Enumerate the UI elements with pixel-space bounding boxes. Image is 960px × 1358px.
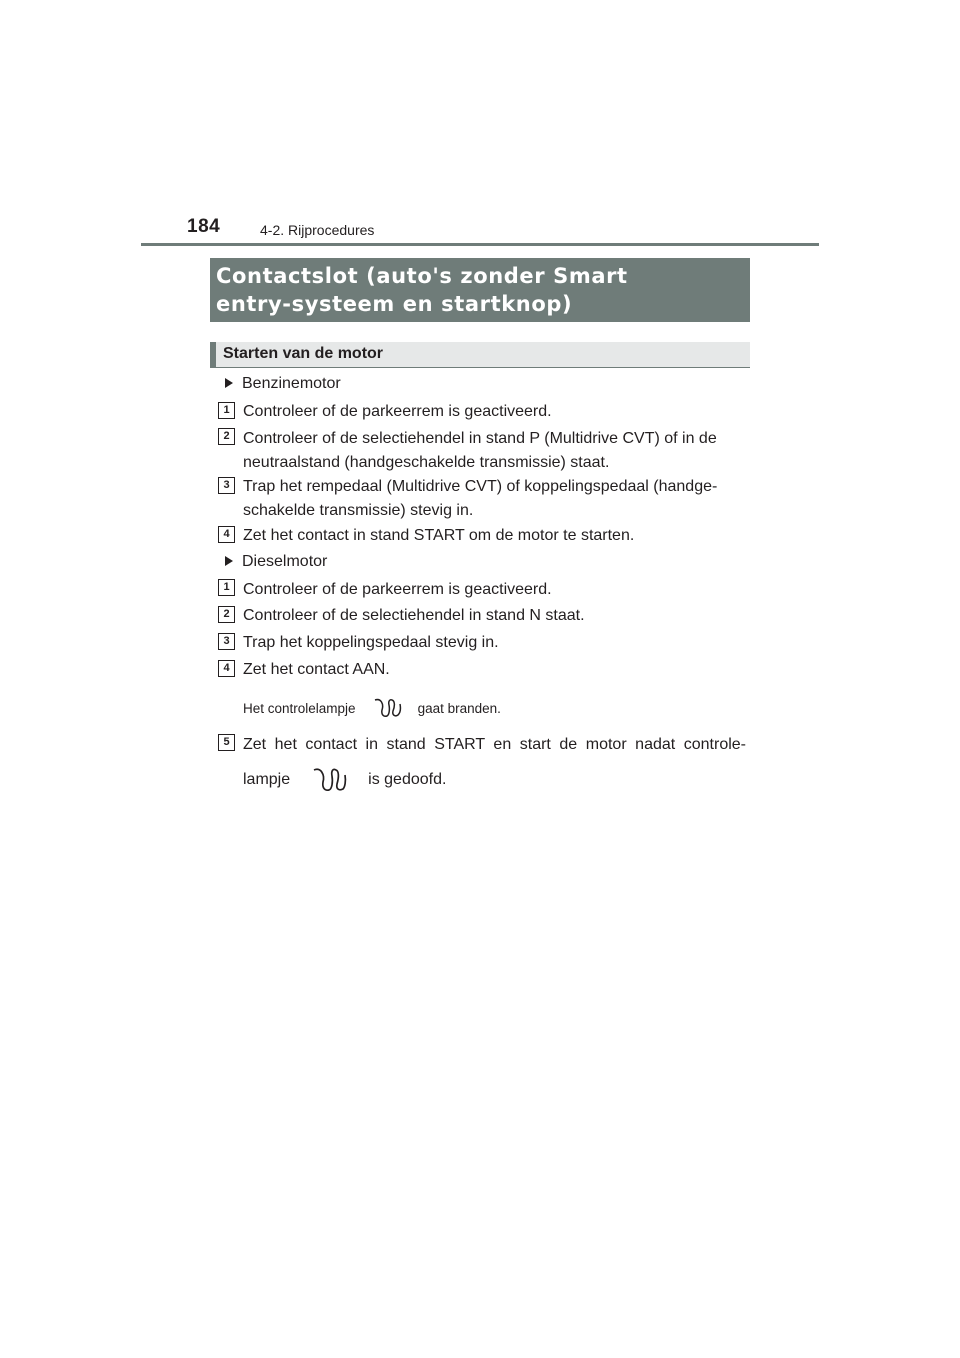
glow-plug-indicator-icon (370, 697, 404, 719)
step-number-badge: 4 (218, 660, 235, 677)
bullet-label: Dieselmotor (242, 553, 328, 570)
step-text: Controleer of de selectiehendel in stand P (Multidrive CVT) of in de neutraalstand (handgeschakelde transmissie) staat. (243, 430, 717, 471)
note-text-after: gaat branden. (417, 700, 501, 716)
step-text: Zet het contact AAN. (243, 661, 390, 678)
step-number-badge: 3 (218, 477, 235, 494)
subheading: Starten van de motor (210, 342, 750, 368)
step-text-before-icon: lampje (243, 771, 291, 788)
note-text-before: Het controlelampje (243, 700, 356, 716)
section-title-line-1: Contactslot (auto's zonder Smart (216, 264, 628, 288)
bullet-label: Benzinemotor (242, 375, 341, 392)
step-text-line-1: Zet het contact in stand START en start de motor nadat controle- (243, 736, 746, 753)
section-label: 4-2. Rijprocedures (260, 222, 375, 238)
bullet-petrol (225, 375, 341, 395)
step-number-badge: 2 (218, 606, 235, 623)
step-text: Controleer of de selectiehendel in stand N staat. (243, 607, 585, 624)
step-text: Controleer of de parkeerrem is geactiveerd. (243, 581, 552, 598)
step-text-after-icon: is gedoofd. (368, 771, 447, 788)
step-number-badge: 5 (218, 734, 235, 751)
step-number-badge: 4 (218, 526, 235, 543)
step-text-final (243, 733, 746, 795)
step-text: Controleer of de parkeerrem is geactiveerd. (243, 403, 552, 420)
page-number: 184 (187, 216, 221, 237)
step-text: Trap het rempedaal (Multidrive CVT) of koppelingspedaal (handge- schakelde transmissie) stevig in. (243, 478, 718, 519)
bullet-triangle-icon (225, 556, 233, 566)
section-title-line-2: entry-systeem en startknop) (216, 292, 573, 316)
header-rule (141, 243, 819, 246)
bullet-diesel (225, 553, 327, 573)
step-number-badge: 1 (218, 402, 235, 419)
glow-plug-indicator-icon (308, 766, 350, 794)
bullet-triangle-icon (225, 378, 233, 388)
note-line (243, 698, 501, 718)
step-text: Zet het contact in stand START om de motor te starten. (243, 527, 635, 544)
step-text: Trap het koppelingspedaal stevig in. (243, 634, 499, 651)
step-text-line-2 (243, 765, 746, 795)
section-title-box (210, 258, 750, 322)
step-number-badge: 1 (218, 579, 235, 596)
step-number-badge: 2 (218, 428, 235, 445)
step-number-badge: 3 (218, 633, 235, 650)
